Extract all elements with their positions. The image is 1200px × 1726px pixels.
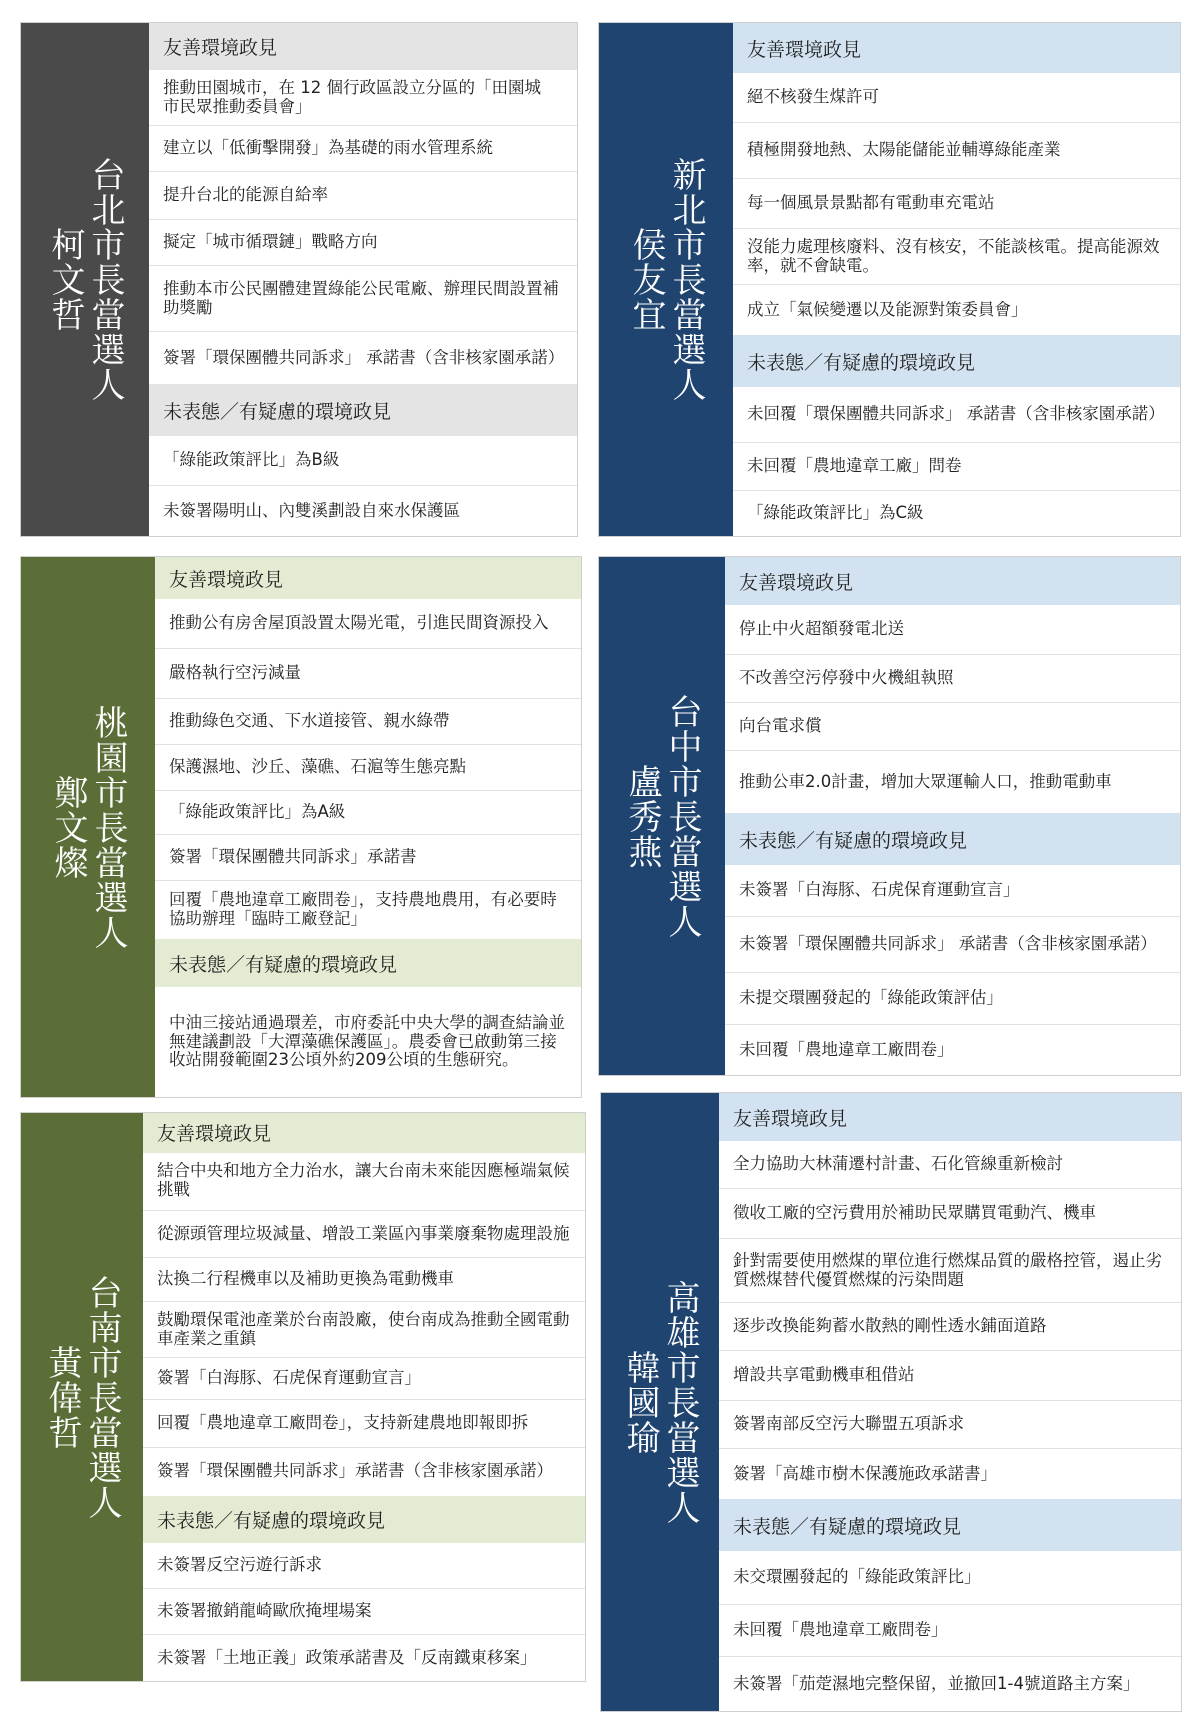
- friendly-item: 增設共享電動機車租借站: [719, 1351, 1181, 1401]
- unclear-item: 未簽署「茄萣濕地完整保留，並撤回1-4號道路主方案」: [733, 1673, 1140, 1693]
- city-title: 高雄市長當選人: [660, 1279, 700, 1525]
- friendly-item: 成立「氣候變遷以及能源對策委員會」: [747, 299, 1028, 319]
- candidate-label: [601, 1093, 719, 1711]
- candidate-name: 盧秀燕: [622, 763, 662, 869]
- friendly-header: 友善環境政見: [719, 1093, 1181, 1141]
- friendly-item: 擬定「城市循環鏈」戰略方向: [149, 220, 577, 266]
- unclear-header: 未表態／有疑慮的環境政見: [719, 1499, 1181, 1551]
- friendly-item: 從源頭管理垃圾減量、增設工業區內事業廢棄物處理設施: [143, 1211, 585, 1259]
- friendly-item: 推動公車2.0計畫，增加大眾運輸人口，推動電動車: [739, 771, 1112, 791]
- city-title: 台北市長當選人: [85, 157, 125, 402]
- friendly-item: 推動綠色交通、下水道接管、親水綠帶: [155, 699, 581, 745]
- friendly-item: 簽署南部反空污大聯盟五項訴求: [719, 1401, 1181, 1449]
- unclear-header: 未表態／有疑慮的環境政見: [733, 335, 1180, 387]
- friendly-header: 友善環境政見: [725, 557, 1180, 605]
- unclear-item: 未回覆「農地違章工廠問卷」: [739, 1039, 954, 1059]
- panel-taichung: [598, 556, 1181, 1076]
- panel-tainan: [20, 1112, 586, 1682]
- candidate-label: [21, 557, 155, 1097]
- policy-list: [155, 557, 581, 1097]
- friendly-item: 汰換二行程機車以及補助更換為電動機車: [143, 1258, 585, 1302]
- friendly-item: 建立以「低衝擊開發」為基礎的雨水管理系統: [149, 126, 577, 172]
- city-title: 桃園市長當選人: [88, 704, 128, 950]
- unclear-header: 未表態／有疑慮的環境政見: [155, 939, 581, 987]
- city-title: 台中市長當選人: [662, 693, 702, 939]
- friendly-item: 推動田園城市，在 12 個行政區設立分區的「田園城 市民眾推動委員會」: [149, 70, 577, 126]
- friendly-item: 向台電求償: [725, 703, 1180, 751]
- friendly-item: 提升台北的能源自給率: [149, 172, 577, 220]
- friendly-item: 針對需要使用燃煤的單位進行燃煤品質的嚴格控管，遏止劣質燃煤替代優質燃煤的污染問題: [719, 1239, 1181, 1303]
- unclear-item: 未簽署撤銷龍崎歐欣掩埋場案: [143, 1589, 585, 1635]
- unclear-item: 未交環團發起的「綠能政策評比」: [719, 1551, 1181, 1605]
- friendly-item: 結合中央和地方全力治水，讓大台南未來能因應極端氣候挑戰: [143, 1153, 585, 1211]
- panel-taipei: [20, 22, 578, 537]
- unclear-item: 中油三接站通過環差，市府委託中央大學的調查結論並無建議劃設「大潭藻礁保護區」。農委會已啟動第三接收站開發範圍23公頃外約209公頃的生態研究。: [169, 1012, 565, 1070]
- candidate-label: [599, 23, 733, 536]
- friendly-item: 全力協助大林蒲遷村計畫、石化管線重新檢討: [719, 1141, 1181, 1189]
- friendly-header: 友善環境政見: [143, 1113, 585, 1153]
- candidate-label: [599, 557, 725, 1075]
- panel-taoyuan: [20, 556, 582, 1098]
- friendly-header: 友善環境政見: [149, 23, 577, 70]
- unclear-item: 未回覆「農地違章工廠問卷」: [719, 1605, 1181, 1657]
- friendly-item: 回覆「農地違章工廠問卷」，支持農地農用，有必要時協助辦理「臨時工廠登記」: [169, 890, 557, 928]
- panel-kaohsiung: [600, 1092, 1182, 1712]
- unclear-item: 未簽署「環保團體共同訴求」 承諾書（含非核家園承諾）: [725, 917, 1180, 973]
- unclear-header: 未表態／有疑慮的環境政見: [143, 1496, 585, 1544]
- friendly-header: 友善環境政見: [155, 557, 581, 599]
- friendly-item: 停止中火超額發電北送: [725, 605, 1180, 655]
- unclear-item: 未回覆「農地違章工廠」問卷: [733, 443, 1180, 491]
- friendly-item: 推動公有房舍屋頂設置太陽光電，引進民間資源投入: [155, 599, 581, 649]
- candidate-name: 侯友宜: [626, 227, 666, 332]
- friendly-item: 簽署「高雄市樹木保護施政承諾書」: [733, 1463, 997, 1483]
- unclear-item: 未簽署「土地正義」政策承諾書及「反南鐵東移案」: [157, 1647, 537, 1667]
- friendly-item: 不改善空污停發中火機組執照: [725, 655, 1180, 703]
- friendly-item: 積極開發地熱、太陽能儲能並輔導綠能產業: [733, 123, 1180, 179]
- candidate-name: 韓國瑜: [620, 1349, 660, 1455]
- unclear-item: 未簽署陽明山、內雙溪劃設自來水保護區: [163, 500, 460, 520]
- unclear-header: 未表態／有疑慮的環境政見: [725, 813, 1180, 865]
- friendly-header: 友善環境政見: [733, 23, 1180, 73]
- candidate-name: 鄭文燦: [48, 774, 88, 880]
- friendly-item: 簽署「環保團體共同訴求」承諾書（含非核家園承諾）: [157, 1461, 553, 1481]
- panel-new-taipei: [598, 22, 1181, 537]
- policy-list: [149, 23, 577, 536]
- unclear-item: 「綠能政策評比」為B級: [149, 436, 577, 486]
- friendly-item: 鼓勵環保電池產業於台南設廠，使台南成為推動全國電動車產業之重鎮: [143, 1302, 585, 1358]
- friendly-item: 每一個風景景點都有電動車充電站: [733, 179, 1180, 229]
- city-title: 台南市長當選人: [82, 1274, 122, 1520]
- policy-list: [725, 557, 1180, 1075]
- unclear-item: 未簽署「白海豚、石虎保育運動宣言」: [725, 865, 1180, 917]
- policy-list: [719, 1093, 1181, 1711]
- friendly-item: 回覆「農地違章工廠問卷」，支持新建農地即報即拆: [143, 1400, 585, 1448]
- friendly-item: 簽署「環保團體共同訴求」 承諾書（含非核家園承諾）: [163, 347, 565, 367]
- friendly-item: 沒能力處理核廢料、沒有核安，不能談核電。提高能源效率，就不會缺電。: [733, 229, 1180, 285]
- friendly-item: 推動本市公民團體建置綠能公民電廠、辦理民間設置補助獎勵: [149, 266, 577, 332]
- friendly-item: 徵收工廠的空污費用於補助民眾購買電動汽、機車: [719, 1189, 1181, 1239]
- friendly-item: 「綠能政策評比」為A級: [155, 791, 581, 835]
- candidate-name: 柯文哲: [45, 227, 85, 332]
- friendly-item: 簽署「白海豚、石虎保育運動宣言」: [143, 1358, 585, 1400]
- friendly-item: 逐步改換能夠蓄水散熱的剛性透水鋪面道路: [719, 1303, 1181, 1351]
- city-title: 新北市長當選人: [666, 157, 706, 402]
- unclear-item: 未提交環團發起的「綠能政策評估」: [725, 973, 1180, 1025]
- policy-list: [143, 1113, 585, 1681]
- friendly-item: 絕不核發生煤許可: [733, 73, 1180, 123]
- friendly-item: 簽署「環保團體共同訴求」承諾書: [155, 835, 581, 881]
- friendly-item: 保護濕地、沙丘、藻礁、石滬等生態亮點: [155, 745, 581, 791]
- unclear-item: 「綠能政策評比」為C級: [747, 503, 924, 523]
- unclear-item: 未回覆「環保團體共同訴求」 承諾書（含非核家園承諾）: [733, 387, 1180, 443]
- friendly-item: 嚴格執行空污減量: [155, 649, 581, 699]
- candidate-name: 黃偉哲: [42, 1344, 82, 1450]
- candidate-label: [21, 23, 149, 536]
- unclear-item: 未簽署反空污遊行訴求: [143, 1543, 585, 1589]
- unclear-header: 未表態／有疑慮的環境政見: [149, 384, 577, 436]
- policy-list: [733, 23, 1180, 536]
- candidate-label: [21, 1113, 143, 1681]
